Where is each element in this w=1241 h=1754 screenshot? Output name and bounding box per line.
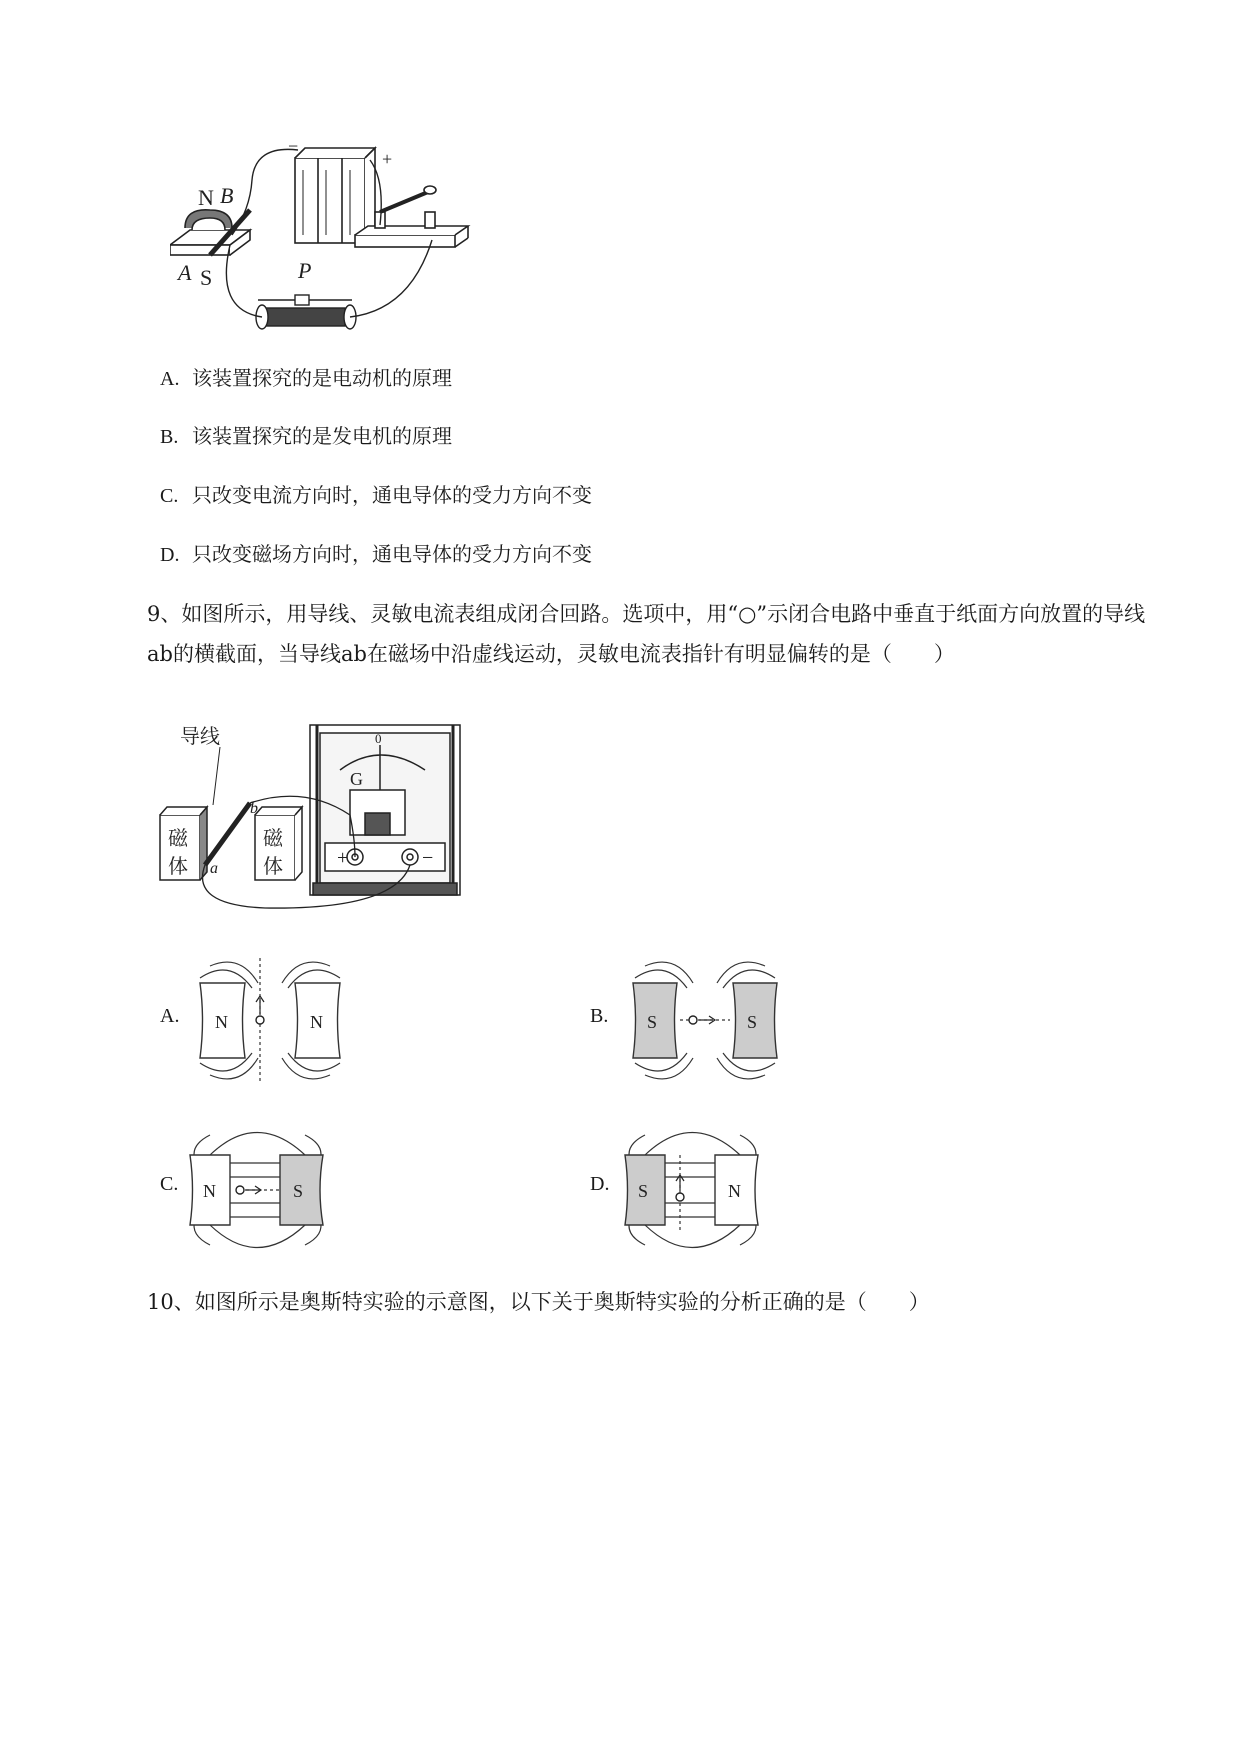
q10-stem: 10、如图所示是奥斯特实验的示意图，以下关于奥斯特实验的分析正确的是（ ） (147, 1290, 930, 1314)
q9-option-c-figure[interactable] (185, 1125, 330, 1255)
pole-right: N (310, 1012, 323, 1032)
q8-option-c[interactable] (160, 481, 592, 510)
galvanometer (310, 725, 460, 895)
option-letter: D. (160, 544, 180, 566)
rheostat (256, 295, 356, 329)
terminal-minus: − (422, 847, 434, 869)
conductor-cross-section (236, 1186, 244, 1194)
q9-option-b-figure[interactable] (625, 958, 785, 1083)
option-text: 只改变磁场方向时，通电导体的受力方向不变 (192, 542, 592, 566)
option-letter: A. (160, 368, 180, 390)
pole-left: S (638, 1181, 649, 1201)
option-letter: B. (160, 426, 179, 448)
option-text: 只改变电流方向时，通电导体的受力方向不变 (192, 483, 592, 507)
label-A: A (178, 260, 192, 285)
q9-option-c-label[interactable]: C. (160, 1173, 179, 1195)
pole-right: S (293, 1181, 304, 1201)
label-N: N (198, 185, 214, 210)
q9-option-d-figure[interactable] (620, 1125, 765, 1255)
galvanometer-letter: G (350, 769, 363, 789)
battery-minus: − (288, 140, 299, 156)
option-text: 该装置探究的是发电机的原理 (192, 424, 452, 448)
zero-mark: 0 (375, 731, 382, 746)
q9-galvanometer-figure (155, 715, 475, 915)
q8-option-a[interactable] (160, 364, 452, 393)
pole-left: N (203, 1181, 216, 1201)
conductor-cross-section (689, 1016, 697, 1024)
option-letter: C. (160, 485, 179, 507)
option-text: 该装置探究的是电动机的原理 (192, 366, 452, 390)
magnet-right-char1: 磁 (263, 828, 283, 850)
q9-option-a-figure[interactable] (190, 958, 350, 1083)
pole-left: N (215, 1012, 228, 1032)
battery-plus: + (382, 149, 393, 169)
magnet-left-char1: 磁 (168, 828, 188, 850)
q9-option-d-label[interactable]: D. (590, 1173, 610, 1195)
label-b: b (250, 800, 258, 817)
q8-apparatus-figure (170, 140, 510, 380)
q9-option-a-label[interactable]: A. (160, 1005, 180, 1027)
label-P: P (298, 258, 312, 283)
wire-label: 导线 (180, 726, 220, 748)
q8-option-b[interactable] (160, 422, 452, 451)
label-a: a (210, 860, 218, 877)
pole-right: S (747, 1012, 758, 1032)
conductor-ab (205, 803, 250, 865)
conductor-cross-section (676, 1193, 684, 1201)
horseshoe-magnet (170, 210, 250, 255)
q9-stem: 9、如图所示，用导线、灵敏电流表组成闭合回路。选项中，用“○”示闭合电路中垂直于纸面方向放置的导线ab的横截面，当导线ab在磁场中沿虚线运动，灵敏电流表指针有明显偏转的是（ ） (147, 602, 1146, 666)
pole-right: N (728, 1181, 741, 1201)
label-S: S (200, 265, 213, 290)
terminal-plus: + (337, 847, 349, 869)
q8-option-d[interactable] (160, 540, 592, 569)
pole-left: S (647, 1012, 658, 1032)
magnet-right-char2: 体 (263, 856, 283, 878)
label-B: B (220, 183, 234, 208)
q9-option-b-label[interactable]: B. (590, 1005, 609, 1027)
magnet-left-char2: 体 (168, 856, 188, 878)
conductor-cross-section (256, 1016, 264, 1024)
